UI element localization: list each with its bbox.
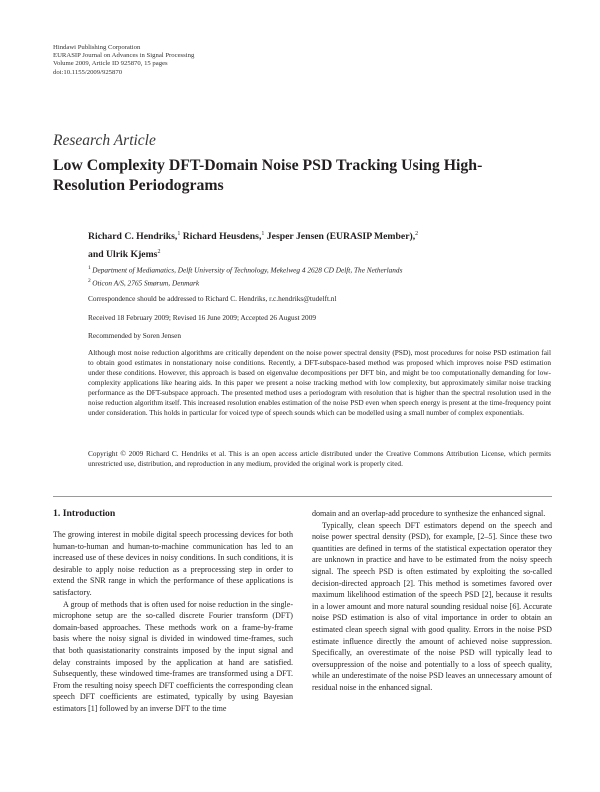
author-affil-mark: 2 (415, 231, 419, 237)
affiliation: $^1$ Department of Mediamatics, Delft University of Technology, Mekelweg 4 2628 CD Delft, The Netherlands (88, 265, 403, 275)
correspondence-line: Correspondence should be addressed to Richard C. Hendriks, r.c.hendriks@tudelft.nl (88, 294, 337, 303)
author (267, 231, 418, 242)
volume-line: Volume 2009, Article ID 925870, 15 pages (53, 60, 168, 68)
publisher-line: Hindawi Publishing Corporation (53, 44, 141, 51)
recommended-line: Recommended by Soren Jensen (88, 331, 182, 340)
paragraph: Typically, clean speech DFT estimators depend on the speech and noise power spectral density (PSD), for example, [2–5]. Since these two quantities are defined in terms of the statistical expectation operator they are unknown in practice and have to be estimated from the noisy speech signal. The speech PSD is often estimated by exploiting the so-called decision-directed approach [2]. This method is sometimes favored over maximum likelihood estimation of the speech PSD [2], because it results in a lower amount and more natural sounding residual noise [6]. Accurate noise PSD estimation is also of vital importance in order to obtain an estimated clean speech signal with good quality. Errors in the noise PSD estimate influence directly the amount of achieved noise suppression. Specifically, an overestimate of the noise PSD will typically lead to oversuppression of the noise and potentially to a loss of speech quality, while an underestimate of the noise PSD leaves an unnecessary amount of residual noise in the enhanced signal. (312, 520, 552, 692)
section-heading: 1. Introduction (53, 508, 116, 519)
paper-title: Low Complexity DFT-Domain Noise PSD Tracking Using High-Resolution Periodograms (53, 157, 483, 194)
author-affil-mark: 1 (177, 231, 181, 237)
affiliations (88, 263, 548, 289)
column-right (312, 508, 552, 694)
author-name: Richard Heusdens, (182, 231, 262, 243)
author (88, 249, 160, 260)
journal-info (53, 44, 194, 77)
author-affil-mark: 2 (157, 248, 161, 255)
author-affil-mark: 1 (261, 231, 265, 237)
article-type: Research Article (53, 132, 156, 149)
column-left (53, 508, 293, 715)
author-name: and Ulrik Kjems (88, 248, 158, 260)
copyright-notice: Copyright © 2009 Richard C. Hendriks et al. This is an open access article distributed under the Creative Commons Attribution License, which permits unrestricted use, distribution, and reproduction in any medium, provided the original work is properly cited. (88, 449, 551, 469)
paragraph: The growing interest in mobile digital speech processing devices for both human-to-human and human-to-machine communication has led to an increased use of these devices in noisy conditions. In such conditions, it is desirable to apply noise reduction as a preprocessing step in order to extend the SNR range in which the performance of these applications is satisfactory. (53, 530, 293, 597)
journal-name-line: EURASIP Journal on Advances in Signal Processing (53, 52, 195, 60)
doi-line: doi:10.1155/2009/925870 (53, 68, 123, 76)
author (88, 231, 183, 242)
author (183, 231, 267, 242)
affiliation: $^2$ Oticon A/S, 2765 Smørum, Denmark (88, 277, 200, 288)
author-name: Richard C. Hendriks, (88, 231, 178, 243)
author-list (88, 227, 558, 262)
section-divider (53, 496, 552, 497)
paragraph: domain and an overlap-add procedure to synthesize the enhanced signal. (312, 509, 546, 518)
abstract: Although most noise reduction algorithms are critically dependent on the noise power spectral density (PSD), most procedures for noise PSD estimation fail to obtain good estimates in nonstationary noise conditions. Recently, a DFT-subspace-based method was proposed which improves noise PSD estimation under these conditions. However, this approach is based on eigenvalue decompositions per DFT bin, and might be too computationally demanding for low-complexity applications like hearing aids. In this paper we present a noise tracking method with low complexity, but approximately similar noise tracking performance as the DFT-subspace approach. The presented method uses a periodogram with resolution that is higher than the spectral resolution used in the noise reduction algorithm itself. This increased resolution enables estimation of the noise PSD even when speech energy is present at the time-frequency point under consideration. This holds in particular for voiced type of speech sounds which can be modelled using a small number of complex exponentials. (88, 348, 551, 418)
paragraph: A group of methods that is often used for noise reduction in the single-microphone setup are the so-called discrete Fourier transform (DFT) domain-based approaches. These methods work on a frame-by-frame basis where the noisy signal is divided in windowed time-frames, such that both quasistationarity constraints imposed by the input signal and delay constraints imposed by the application at hand are satisfied. Subsequently, these windowed time-frames are transformed using a DFT. From the resulting noisy speech DFT coefficients the corresponding clean speech DFT coefficients are estimated, typically by using Bayesian estimators [1] followed by an inverse DFT to the time (53, 599, 293, 713)
dates-line: Received 18 February 2009; Revised 16 June 2009; Accepted 26 August 2009 (88, 313, 316, 322)
author-name: Jesper Jensen (EURASIP Member), (266, 231, 416, 243)
